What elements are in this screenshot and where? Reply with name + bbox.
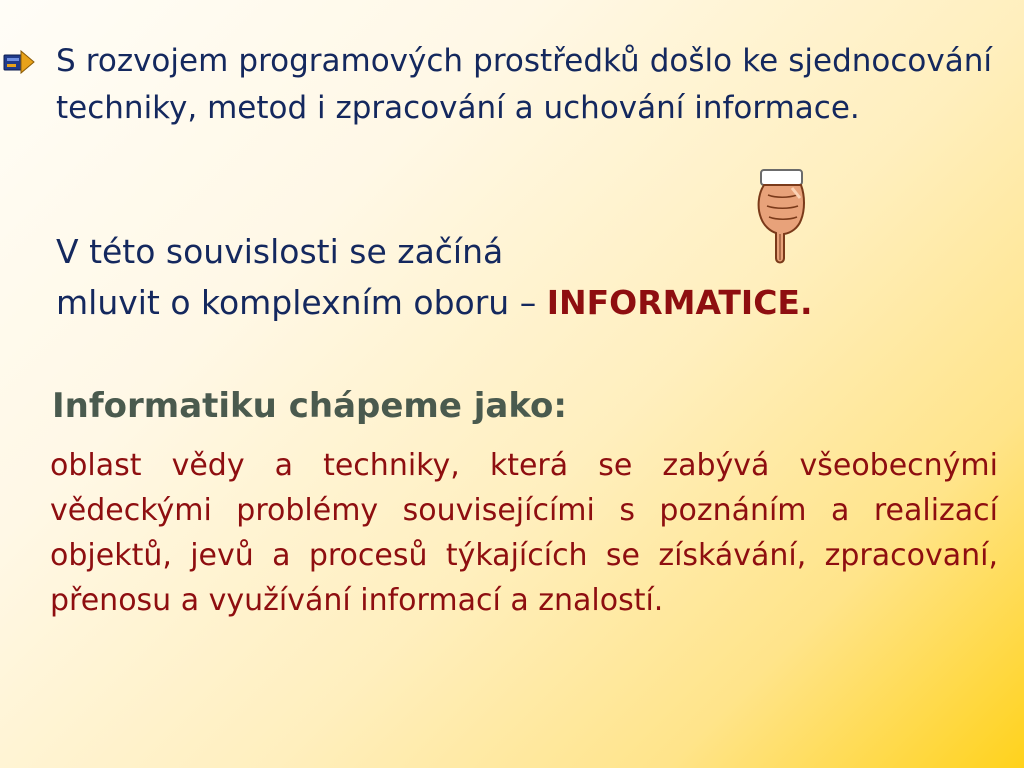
arrow-bullet-icon [3, 48, 35, 76]
context-line-1: V této souvislosti se začíná [56, 232, 504, 271]
section-heading: Informatiku chápeme jako: [52, 386, 567, 426]
informatice-emphasis: INFORMATICE. [546, 283, 813, 322]
intro-paragraph: S rozvojem programových prostředků došlo ke sjednocování techniky, metod i zpracování a uchování informace. [56, 43, 992, 126]
context-line-2: mluvit o komplexním oboru – [56, 283, 537, 322]
context-paragraph [56, 226, 813, 328]
definition-paragraph: oblast vědy a techniky, která se zabývá všeobecnými vědeckými problémy souvisejícími s poznáním a realizací objektů, jevů a procesů týkajících se získávání, zpracovaní, přenosu a využívání informací a znalostí. [50, 448, 998, 618]
